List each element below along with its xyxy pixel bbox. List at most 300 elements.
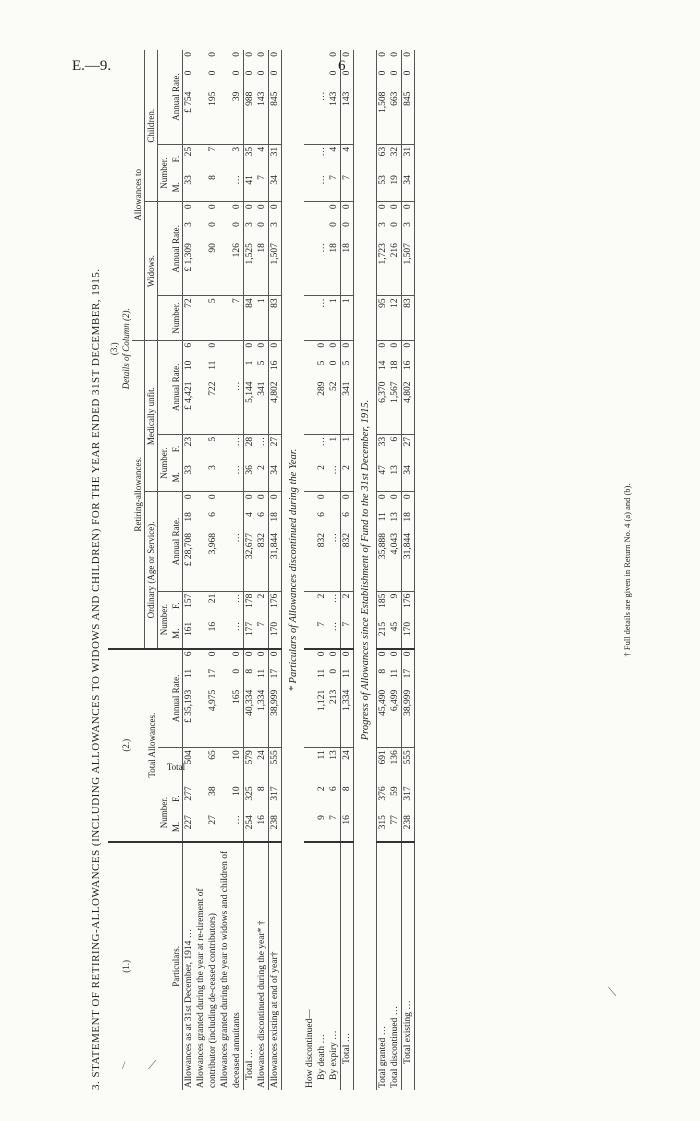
row-label: By expiry … xyxy=(329,1030,339,1080)
table-cell: 36 xyxy=(244,463,257,492)
table-cell: 17 xyxy=(270,668,280,679)
row-label: Total … xyxy=(245,1048,255,1080)
table-row xyxy=(219,50,244,1090)
table-cell: 0 xyxy=(232,70,242,76)
table-cell: 341 xyxy=(256,380,269,435)
table-cell: 24 xyxy=(342,750,352,760)
table-cell: 0 xyxy=(317,494,327,500)
table-cell: 4,043 xyxy=(389,531,402,591)
table-cell: 11 xyxy=(257,668,267,678)
table-cell: 34 xyxy=(402,173,415,202)
table-cell xyxy=(219,510,244,531)
table-cell: 3 xyxy=(245,222,255,227)
table-cell: … xyxy=(328,620,341,649)
table-cell: … xyxy=(219,813,244,842)
table-cell: 0 xyxy=(342,651,352,657)
table-cell: 213 xyxy=(328,688,341,748)
table-cell: 2 xyxy=(257,593,267,599)
table-cell: 8 xyxy=(378,668,388,674)
table-cell: 0 xyxy=(184,52,194,57)
table-cell: 289 xyxy=(316,380,328,435)
col3-label: (3.) Details of Column (2). xyxy=(108,50,132,649)
table-cell: 13 xyxy=(389,463,402,492)
table-cell: 1 xyxy=(256,296,269,340)
table-cell: 845 xyxy=(402,90,415,145)
table-cell: 0 xyxy=(245,651,255,657)
table-cell: 0 xyxy=(329,204,339,210)
table-row xyxy=(316,50,328,1090)
table-cell: 3 xyxy=(195,463,219,492)
table-cell xyxy=(316,50,328,69)
table-cell: 504 xyxy=(184,750,194,765)
table-cell: 31 xyxy=(403,146,413,157)
table-cell xyxy=(219,359,244,380)
table-cell: 8 xyxy=(257,786,267,792)
table-cell: 2 xyxy=(341,463,354,492)
table-cell: 1,507 xyxy=(402,241,415,296)
table-cell: 1,334 xyxy=(341,688,354,748)
table-cell: 1,723 xyxy=(377,241,390,296)
table-cell: 0 xyxy=(245,52,255,57)
stray-mark: / xyxy=(122,1058,126,1072)
table-cell: 11 xyxy=(378,512,388,522)
table-cell: 691 xyxy=(378,750,388,765)
table-cell: 9 xyxy=(316,813,328,842)
row-label: Allowances as at 31st December, 1914 … xyxy=(184,928,194,1088)
table-cell: 317 xyxy=(403,786,413,801)
table-cell: 31 xyxy=(270,146,280,157)
table-cell: 2 xyxy=(317,593,327,599)
table-cell: 7 xyxy=(341,173,354,202)
table-cell: … xyxy=(317,436,327,447)
table-cell: 0 xyxy=(208,52,218,57)
table-cell: 39 xyxy=(219,90,244,145)
table-cell: 77 xyxy=(389,813,402,842)
f-header: F. xyxy=(171,155,181,163)
table-cell: 7 xyxy=(316,620,328,649)
table-cell: 1 xyxy=(328,296,341,340)
table-cell: 6 xyxy=(184,651,194,657)
table-cell: … xyxy=(219,620,244,649)
ordinary-header: Ordinary (Age or Service). xyxy=(145,492,158,649)
table-cell: 143 xyxy=(341,90,354,145)
table-cell: 170 xyxy=(402,620,415,649)
table-cell: 45 xyxy=(389,620,402,649)
table-cell: 0 xyxy=(329,70,339,76)
statement-title: 3. STATEMENT OF RETIRING-ALLOWANCES (INCLUDING ALLOWANCES TO WIDOWS AND CHILDREN) FOR THE YEAR ENDED 31ST DECEMBER, 1915. xyxy=(90,268,102,1090)
table-cell: 13 xyxy=(390,512,400,522)
table-cell: 12 xyxy=(389,296,402,340)
table-cell: 0 xyxy=(257,204,267,210)
stray-mark: ⟍ xyxy=(608,985,617,999)
table-cell: 40,334 xyxy=(244,688,257,748)
table-cell: 8 xyxy=(342,786,352,792)
table-cell: 555 xyxy=(403,750,413,765)
table-cell: 2 xyxy=(316,463,328,492)
table-cell: 47 xyxy=(377,463,390,492)
table-cell: 10 xyxy=(232,750,242,760)
table-cell: 0 xyxy=(232,204,242,210)
table-cell: 663 xyxy=(389,90,402,145)
table-cell: 25 xyxy=(184,146,194,157)
table-cell: 376 xyxy=(378,786,388,801)
table-cell: 7 xyxy=(328,173,341,202)
table-cell: 6,499 xyxy=(389,688,402,748)
table-cell: 5 xyxy=(208,436,218,442)
table-cell: 0 xyxy=(257,494,267,500)
table-cell: 32,677 xyxy=(244,531,257,591)
table-cell: 1,567 xyxy=(389,380,402,435)
table-row xyxy=(402,50,415,1090)
table-cell: 11 xyxy=(317,750,327,760)
table-cell: 0 xyxy=(403,651,413,657)
table-cell: 95 xyxy=(377,296,390,340)
table-cell: 6 xyxy=(390,436,400,442)
table-cell: … xyxy=(317,146,327,157)
widows-header: Widows. xyxy=(145,202,158,340)
table-cell: £ 28,708 xyxy=(183,531,196,591)
table-cell: 84 xyxy=(244,296,257,340)
section-heading: Progress of Allowances since Establishment of Fund to the 31st December, 1915. xyxy=(360,399,371,741)
allowances-to-header: Allowances to xyxy=(132,50,145,340)
med-rate-header: Annual Rate. xyxy=(158,340,183,434)
m-header: M. xyxy=(170,620,183,649)
table-cell: 7 xyxy=(328,813,341,842)
table-cell: 832 xyxy=(316,531,328,591)
table-cell: 23 xyxy=(184,436,194,447)
table-cell: 0 xyxy=(208,70,218,76)
table-cell: 277 xyxy=(184,786,194,801)
table-row xyxy=(389,50,402,1090)
table-cell: 16 xyxy=(270,360,280,371)
m-header: M. xyxy=(170,813,183,842)
table-cell: 10 xyxy=(184,360,194,371)
table-row xyxy=(341,50,354,1090)
table-cell: 18 xyxy=(256,241,269,296)
table-cell xyxy=(316,220,328,241)
table-cell: 0 xyxy=(403,342,413,348)
number-header: Number. xyxy=(158,784,171,841)
table-cell: 33 xyxy=(183,463,196,492)
annual-rate-header: Annual Rate. xyxy=(158,649,183,748)
table-cell: 0 xyxy=(245,70,255,76)
table-cell: … xyxy=(219,531,244,591)
table-cell: … xyxy=(232,593,242,604)
table-cell: 11 xyxy=(208,360,218,370)
table-cell: 0 xyxy=(184,70,194,76)
table-cell: 176 xyxy=(270,593,280,608)
f-header: F. xyxy=(171,795,181,802)
table-cell: 13 xyxy=(329,750,339,760)
allowances-table xyxy=(108,50,415,1090)
row-label: Allowances discontinued during the year* † xyxy=(257,920,267,1088)
table-cell: 17 xyxy=(208,668,218,679)
table-cell: 0 xyxy=(403,52,413,57)
table-cell: 0 xyxy=(257,342,267,348)
table-cell: 3 xyxy=(378,222,388,227)
table-cell: 0 xyxy=(270,651,280,657)
table-cell: 90 xyxy=(195,241,219,296)
table-cell: 16 xyxy=(403,360,413,371)
table-cell: 7 xyxy=(256,620,269,649)
table-cell: 38,999 xyxy=(269,688,282,748)
table-cell: 988 xyxy=(244,90,257,145)
table-cell: 34 xyxy=(269,173,282,202)
table-cell: 6 xyxy=(317,512,327,517)
table-cell: 0 xyxy=(317,651,327,657)
table-cell: 18 xyxy=(390,360,400,371)
table-row xyxy=(195,50,219,1090)
table-cell: 1,507 xyxy=(269,241,282,296)
table-cell: 0 xyxy=(403,204,413,210)
table-cell: 0 xyxy=(208,651,218,657)
medically-header: Medically unfit. xyxy=(145,340,158,492)
table-cell: 0 xyxy=(270,342,280,348)
table-cell: 33 xyxy=(183,173,196,202)
table-cell: 0 xyxy=(208,222,218,227)
table-cell: 4,802 xyxy=(269,380,282,435)
table-cell: 0 xyxy=(257,651,267,657)
table-cell: 579 xyxy=(245,750,255,765)
table-cell: 0 xyxy=(329,668,339,674)
table-cell: 10 xyxy=(232,786,242,796)
table-cell: 1 xyxy=(329,436,339,442)
table-cell: … xyxy=(316,241,328,296)
row-label: Total … xyxy=(342,1032,352,1064)
children-header: Children. xyxy=(145,50,158,202)
table-cell: 16 xyxy=(256,813,269,842)
table-cell: 0 xyxy=(342,494,352,500)
table-cell: 63 xyxy=(378,146,388,157)
table-cell: £ 754 xyxy=(183,90,196,145)
table-cell: … xyxy=(328,463,341,492)
table-cell: 317 xyxy=(270,786,280,801)
table-cell: 722 xyxy=(195,380,219,435)
table-cell: 185 xyxy=(378,593,388,608)
table-cell: 7 xyxy=(256,173,269,202)
table-cell: 170 xyxy=(269,620,282,649)
table-cell: 341 xyxy=(341,380,354,435)
table-cell: 143 xyxy=(256,90,269,145)
table-cell: 0 xyxy=(232,651,242,657)
total-allowances-header: Total Allowances. xyxy=(132,649,158,842)
table-cell: 2 xyxy=(342,593,352,599)
table-cell: … xyxy=(219,463,244,492)
particulars-header: Particulars. xyxy=(171,946,181,987)
table-cell: 0 xyxy=(208,342,218,348)
table-cell: 238 xyxy=(402,813,415,842)
row-label: Total granted … xyxy=(378,1025,388,1088)
table-cell: 11 xyxy=(184,668,194,678)
table-cell xyxy=(328,510,341,531)
table-cell: 0 xyxy=(390,651,400,657)
table-cell: 3 xyxy=(270,222,280,227)
table-cell xyxy=(219,340,244,358)
table-cell: 0 xyxy=(329,52,339,57)
section-heading: * Particulars of Allowances discontinued during the Year. xyxy=(288,448,299,692)
table-cell: 0 xyxy=(317,342,327,348)
table-cell: 0 xyxy=(403,494,413,500)
table-cell: 6,370 xyxy=(377,380,390,435)
table-cell: 18 xyxy=(341,241,354,296)
table-cell xyxy=(328,492,341,510)
table-cell: 0 xyxy=(403,70,413,76)
table-cell: 3,968 xyxy=(195,531,219,591)
ord-rate-header: Annual Rate. xyxy=(158,492,183,591)
table-cell: 31,844 xyxy=(269,531,282,591)
col1-label: (1.) xyxy=(121,960,131,973)
table-cell: 157 xyxy=(184,593,194,608)
table-cell: 9 xyxy=(390,593,400,599)
table-cell: 4,975 xyxy=(195,688,219,748)
table-cell: 143 xyxy=(328,90,341,145)
table-cell: £ 35,193 xyxy=(183,688,196,748)
table-cell: 11 xyxy=(317,668,327,678)
table-cell: 5 xyxy=(342,360,352,366)
col2-label: (2.) xyxy=(108,649,132,842)
table-cell: 6 xyxy=(208,512,218,517)
table-cell: 0 xyxy=(257,70,267,76)
table-cell: 7 xyxy=(208,146,218,152)
table-cell: 0 xyxy=(257,52,267,57)
table-cell: 18 xyxy=(270,512,280,522)
table-cell: 0 xyxy=(378,70,388,76)
table-cell: 177 xyxy=(244,620,257,649)
table-cell: 5 xyxy=(257,360,267,366)
table-cell: 1,508 xyxy=(377,90,390,145)
table-cell xyxy=(219,492,244,510)
table-cell: … xyxy=(257,436,267,447)
table-cell: 0 xyxy=(390,222,400,227)
table-cell: 0 xyxy=(342,52,352,57)
table-cell: 0 xyxy=(270,204,280,210)
table-cell: 27 xyxy=(403,436,413,447)
table-cell: … xyxy=(316,173,328,202)
table-cell: 34 xyxy=(402,463,415,492)
table-cell: 325 xyxy=(245,786,255,801)
table-cell: 18 xyxy=(184,512,194,522)
row-label: Allowances existing at end of year† xyxy=(270,951,280,1088)
row-label: Allowances granted during the year at re-tirement of contributor (including de-ceased contributors) xyxy=(196,888,218,1088)
table-cell: 7 xyxy=(341,620,354,649)
table-cell: 14 xyxy=(378,360,388,371)
table-cell: 0 xyxy=(208,494,218,500)
table-cell: 38 xyxy=(208,786,218,796)
table-cell: 52 xyxy=(328,380,341,435)
total-header: Total xyxy=(166,761,186,772)
table-cell: 3 xyxy=(403,222,413,227)
table-cell: 3 xyxy=(184,222,194,227)
table-cell: 178 xyxy=(245,593,255,608)
table-cell: 32 xyxy=(390,146,400,157)
table-cell: 215 xyxy=(377,620,390,649)
row-label: Total existing … xyxy=(403,1000,413,1064)
table-cell: 0 xyxy=(390,70,400,76)
table-cell: 0 xyxy=(342,204,352,210)
table-cell: 65 xyxy=(208,750,218,760)
table-cell: 41 xyxy=(244,173,257,202)
table-cell: 0 xyxy=(329,360,339,366)
table-cell: 16 xyxy=(195,620,219,649)
table-cell: 0 xyxy=(329,651,339,657)
table-cell: 5 xyxy=(317,360,327,366)
table-cell: 238 xyxy=(269,813,282,842)
table-cell: 0 xyxy=(342,342,352,348)
table-cell: 11 xyxy=(342,668,352,678)
page-ref: E.—9. xyxy=(72,58,112,74)
table-row xyxy=(256,50,269,1090)
table-cell: 0 xyxy=(390,494,400,500)
table-cell: 2 xyxy=(256,463,269,492)
table-cell: 7 xyxy=(219,296,244,340)
table-cell: 4 xyxy=(329,146,339,152)
table-cell: 0 xyxy=(378,204,388,210)
table-cell: 18 xyxy=(403,512,413,522)
f-header: F. xyxy=(171,602,181,609)
table-cell: 35,888 xyxy=(377,531,390,591)
table-cell: 1 xyxy=(341,296,354,340)
table-cell: 0 xyxy=(342,222,352,227)
table-cell: 0 xyxy=(342,70,352,76)
table-cell: 0 xyxy=(257,222,267,227)
table-cell: 0 xyxy=(378,52,388,57)
table-cell: 254 xyxy=(244,813,257,842)
f-header: F. xyxy=(171,445,181,453)
table-cell: 832 xyxy=(341,531,354,591)
table-cell: 216 xyxy=(389,241,402,296)
table-body xyxy=(183,50,415,1090)
table-cell: 5 xyxy=(195,296,219,340)
footnote: † Full details are given in Return No. 4 (a) and (b). xyxy=(622,483,632,657)
table-cell: 0 xyxy=(245,204,255,210)
table-cell: £ 1,309 xyxy=(183,241,196,296)
table-cell: 45,490 xyxy=(377,688,390,748)
table-cell: 136 xyxy=(390,750,400,765)
table-row xyxy=(183,50,196,1090)
table-cell: … xyxy=(329,593,339,604)
table-cell: 0 xyxy=(232,52,242,57)
table-cell: £ 4,421 xyxy=(183,380,196,435)
stray-mark: ⟋ xyxy=(148,1058,157,1072)
chi-rate-header: Annual Rate. xyxy=(158,50,183,144)
table-cell: 1,121 xyxy=(316,688,328,748)
table-cell: 0 xyxy=(378,494,388,500)
page-number: 6 xyxy=(338,58,346,74)
table-cell: 3 xyxy=(232,146,242,152)
wid-number-header: Number. xyxy=(158,296,183,340)
table-cell: 0 xyxy=(390,52,400,57)
table-cell: 126 xyxy=(219,241,244,296)
table-cell: 27 xyxy=(195,813,219,842)
table-cell xyxy=(316,69,328,90)
table-cell: 21 xyxy=(208,593,218,604)
ord-number-header: Number. xyxy=(158,591,171,648)
table-cell: 4,802 xyxy=(402,380,415,435)
table-cell: 832 xyxy=(256,531,269,591)
table-row xyxy=(269,50,282,1090)
table-cell: 555 xyxy=(270,750,280,765)
table-cell: 6 xyxy=(329,786,339,792)
table-cell: 1 xyxy=(245,360,255,366)
table-cell: 83 xyxy=(269,296,282,340)
table-cell: 0 xyxy=(232,222,242,227)
table-cell: 0 xyxy=(390,342,400,348)
table-cell: 59 xyxy=(390,786,400,796)
table-cell: 0 xyxy=(208,204,218,210)
table-cell: 0 xyxy=(378,342,388,348)
table-cell: 35 xyxy=(245,146,255,157)
table-cell: 0 xyxy=(245,342,255,348)
